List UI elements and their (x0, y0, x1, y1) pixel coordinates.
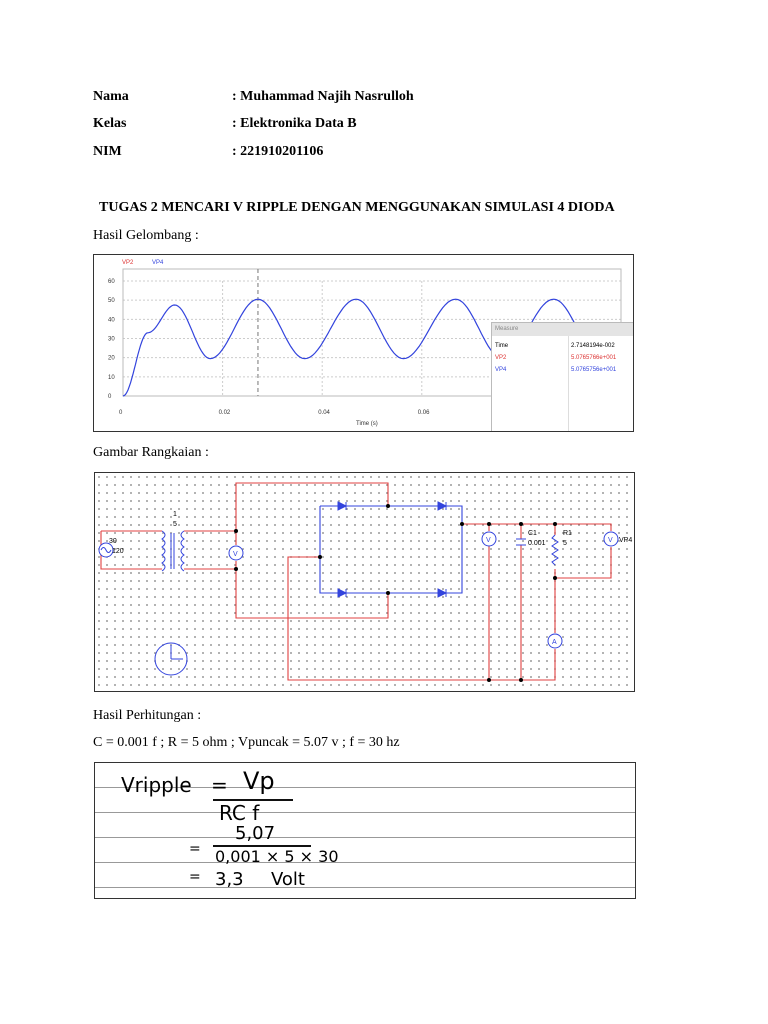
wire-top-loop (184, 483, 388, 531)
clock-icon (155, 643, 187, 675)
x-tick-label: 0.02 (218, 410, 231, 416)
capacitor-icon (516, 539, 526, 545)
resistor-icon (552, 535, 558, 565)
x-tick-label: 0.06 (417, 410, 430, 416)
bridge-wires (320, 506, 462, 593)
circuit-svg (95, 473, 634, 691)
y-tick-label: 10 (108, 374, 115, 381)
hw-eq-3: = (189, 869, 201, 885)
circuit-diagram (94, 472, 635, 692)
transformer-label-2: 5 (173, 521, 177, 528)
hw-vp: Vp (243, 767, 275, 795)
handwritten-calculation (94, 762, 636, 899)
legend-vp2: VP2 (122, 260, 134, 266)
capacitor-label-2: 0.001 (528, 540, 546, 547)
transformer-label-1: 1 (173, 511, 177, 518)
measure-panel (491, 322, 634, 432)
y-tick-label: 30 (108, 336, 115, 343)
capacitor-label-1: C1 (528, 530, 537, 537)
measure-vp4-label: VP4 (495, 367, 507, 373)
voltmeter-label-1: V (233, 551, 238, 558)
source-label-2: 120 (112, 548, 124, 555)
hw-eq-1: = (211, 773, 228, 797)
hw-numerator: 5,07 (235, 823, 276, 844)
voltmeter-label-2: V (486, 537, 491, 544)
y-tick-label: 40 (108, 317, 115, 324)
y-tick-label: 50 (108, 298, 115, 305)
class-value: : Elektronika Data B (232, 116, 357, 131)
measure-vp2-label: VP2 (495, 355, 507, 361)
ammeter-label: A (552, 639, 557, 646)
y-tick-label: 60 (108, 279, 115, 285)
probe-label: VP4 (619, 537, 633, 544)
measure-title: Measure (492, 323, 634, 336)
x-axis-label: Time (s) (356, 421, 378, 427)
hw-unit: Volt (271, 869, 305, 890)
y-tick-label: 0 (108, 394, 112, 400)
measure-time-label: Time (495, 343, 509, 349)
name-label: Nama (93, 89, 129, 104)
y-tick-label: 20 (108, 355, 115, 362)
x-tick-label: 0 (119, 410, 123, 416)
voltmeter-label-3: V (608, 537, 613, 544)
measure-time-value: 2.7148194e-002 (571, 343, 615, 349)
hw-vripple: Vripple (121, 773, 192, 797)
hw-denominator: 0,001 × 5 × 30 (215, 847, 339, 866)
page-heading: TUGAS 2 MENCARI V RIPPLE DENGAN MENGGUNAKAN SIMULASI 4 DIODA (99, 200, 615, 215)
x-tick-label: 0.04 (318, 410, 330, 416)
parameters-line: C = 0.001 f ; R = 5 ohm ; Vpuncak = 5.07 v ; f = 30 hz (93, 735, 400, 750)
section-calc-title: Hasil Perhitungan : (93, 708, 202, 723)
hw-rcf: RC f (219, 801, 260, 825)
section-wave-title: Hasil Gelombang : (93, 228, 199, 243)
source-label-1: 30 (109, 538, 117, 545)
measure-vp2-value: 5.0765766e+001 (571, 355, 617, 361)
legend-vp4: VP4 (152, 260, 164, 266)
nim-label: NIM (93, 144, 122, 159)
name-value: : Muhammad Najih Nasrulloh (232, 89, 414, 104)
diode-icons (338, 502, 446, 597)
resistor-label-1: R1 (563, 530, 572, 537)
measure-vp4-value: 5.0765756e+001 (571, 367, 617, 373)
hw-eq-2: = (189, 841, 201, 857)
resistor-label-2: 5 (563, 540, 567, 547)
hw-result: 3,3 (215, 869, 244, 890)
class-label: Kelas (93, 116, 127, 131)
section-circuit-title: Gambar Rangkaian : (93, 445, 209, 460)
nim-value: : 221910201106 (232, 144, 324, 159)
transformer-icon (162, 531, 184, 571)
waveform-chart (93, 254, 634, 432)
